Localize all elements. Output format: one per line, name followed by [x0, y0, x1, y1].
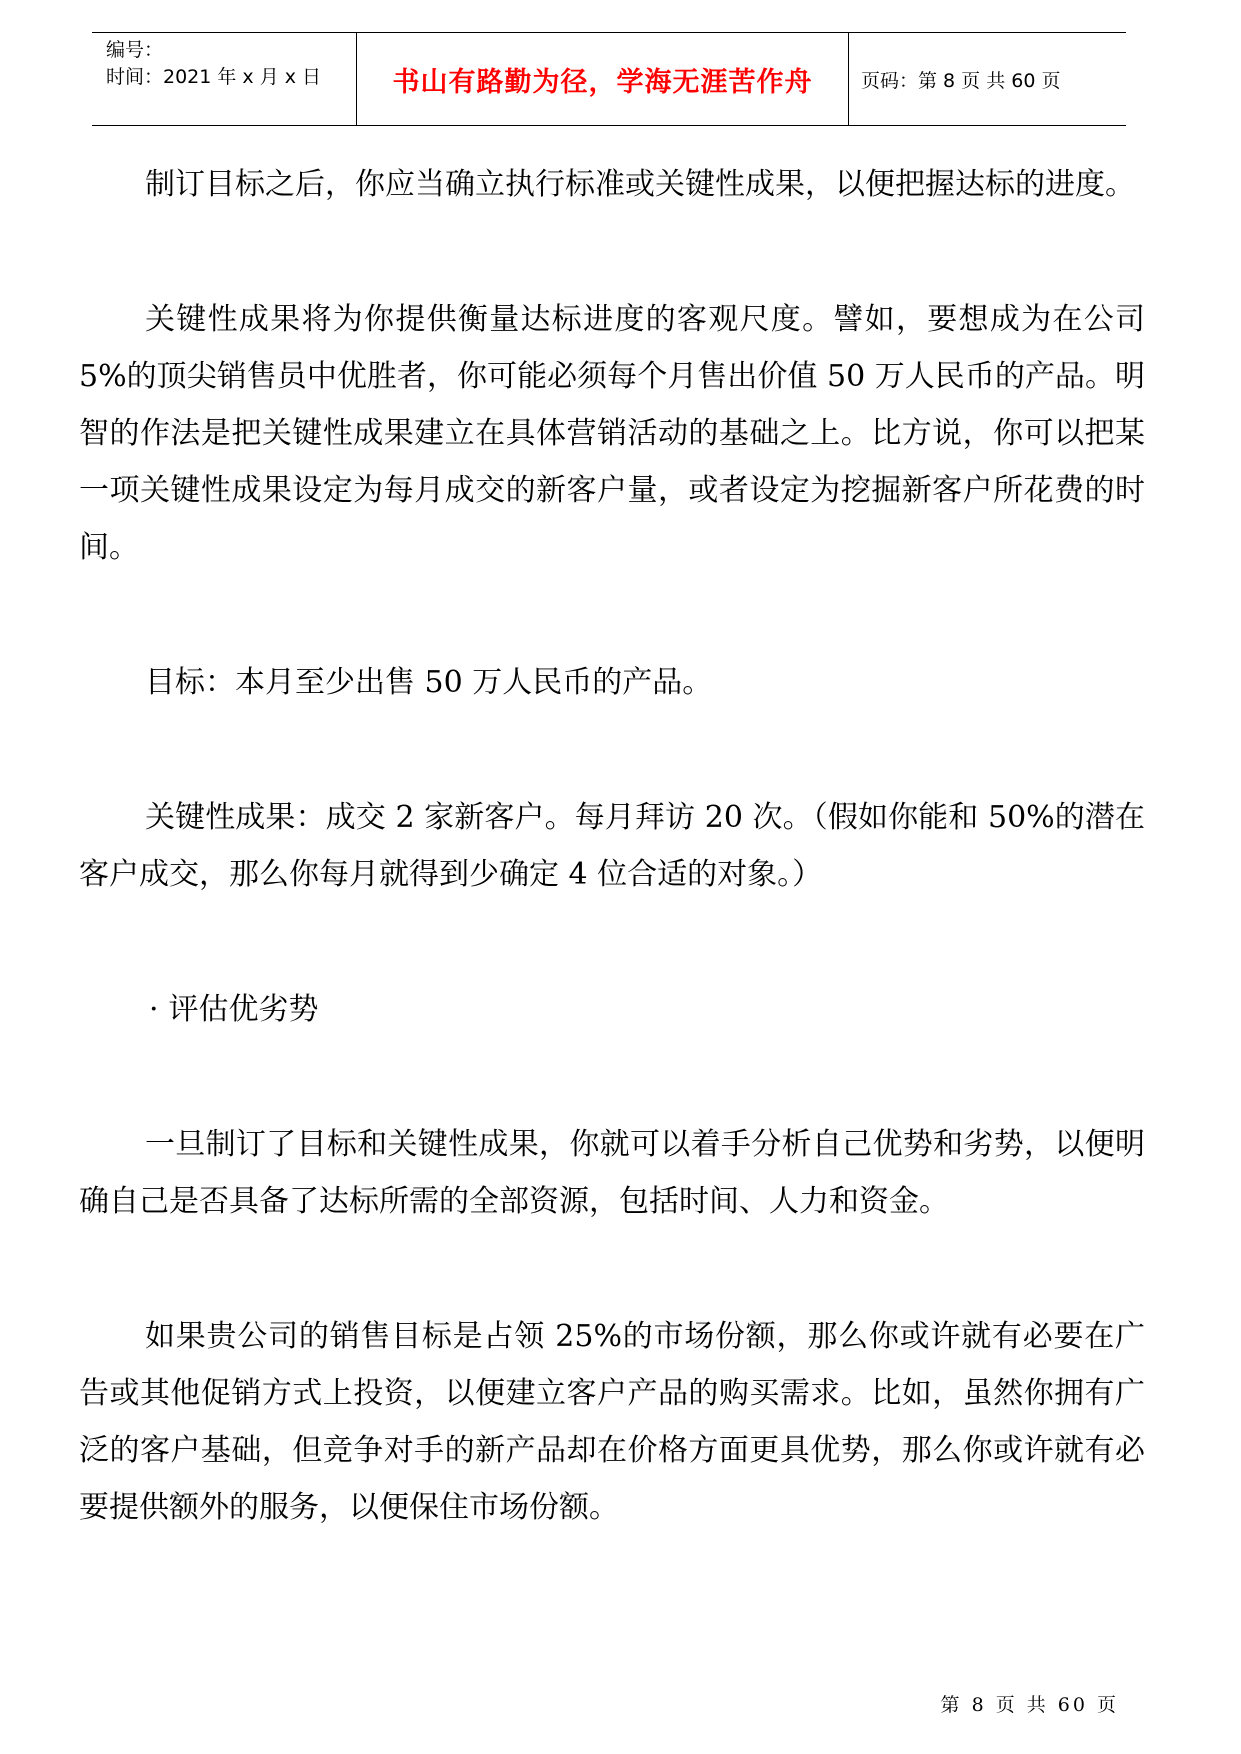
paragraph-1: 制订目标之后，你应当确立执行标准或关键性成果，以便把握达标的进度。 [145, 167, 1135, 202]
paragraph-6: 如果贵公司的销售目标是占领 25%的市场份额，那么你或许就有必要在广告或其他促销方式上投资，以便建立客户产品的购买需求。比如，虽然你拥有广泛的客户基础，但竞争对手的新产品却在价格方面更具优势，那么你或许就有必要提供额外的服务，以便保住市场份额。 [79, 1319, 1145, 1525]
number-label: 编号： [106, 39, 164, 61]
paragraph-key-results: 关键性成果：成交 2 家新客户。每月拜访 20 次。（假如你能和 50%的潜在客户成交，那么你每月就得到少确定 4 位合适的对象。） [79, 800, 1145, 892]
page-info-text: 页码：第 8 页 共 60 页 [861, 69, 1061, 92]
time-label: 时间：2021 年 x 月 x 日 [106, 66, 322, 88]
paragraph-2: 关键性成果将为你提供衡量达标进度的客观尺度。譬如，要想成为在公司 5%的顶尖销售员中优胜者，你可能必须每个月售出价值 50 万人民币的产品。明智的作法是把关键性成果建立在具体营销活动的基础之上。比方说，你可以把某一项关键性成果设定为每月成交的新客户量，或者设定为挖掘新客户所花费的时间。 [79, 302, 1145, 565]
bullet-text: 评估优劣势 [168, 992, 319, 1027]
page-footer: 第 8 页 共 60 页 [940, 1694, 1119, 1716]
header-page-info [849, 33, 1126, 125]
document-body [79, 156, 1145, 1536]
header-meta [92, 33, 357, 125]
paragraph-5: 一旦制订了目标和关键性成果，你就可以着手分析自己优势和劣势，以便明确自己是否具备了达标所需的全部资源，包括时间、人力和资金。 [79, 1127, 1145, 1219]
paragraph-goal: 目标：本月至少出售 50 万人民币的产品。 [145, 665, 713, 700]
bullet-symbol: · [149, 992, 159, 1027]
bullet-item [79, 981, 1145, 1038]
header-motto [357, 33, 849, 125]
motto-text: 书山有路勤为径，学海无涯苦作舟 [392, 66, 813, 98]
page-header [92, 32, 1126, 126]
